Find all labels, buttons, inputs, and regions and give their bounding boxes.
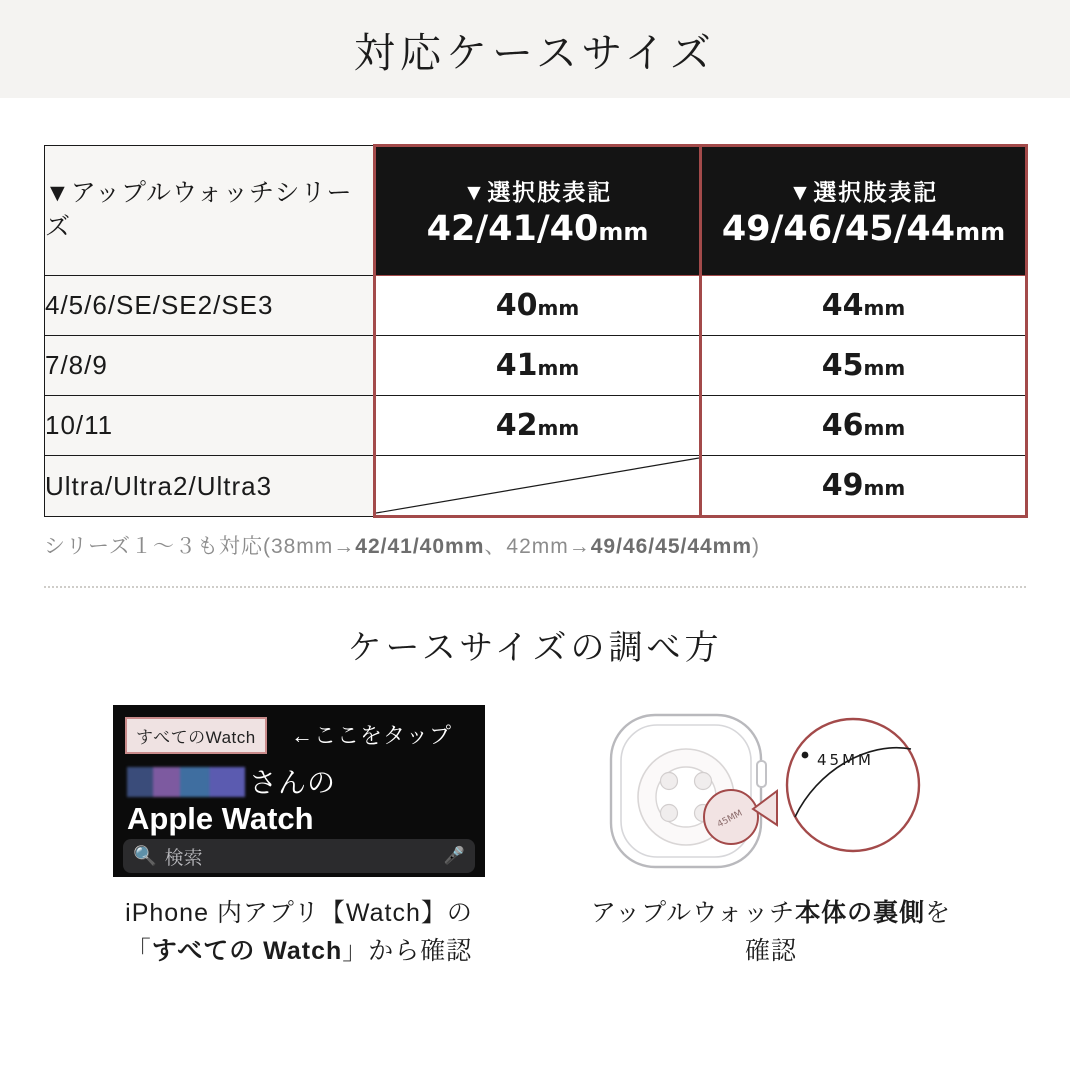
- watch-back-svg: [581, 705, 961, 877]
- redacted-name-block: [127, 767, 245, 797]
- table-note: [44, 530, 1026, 560]
- search-placeholder: 検索: [164, 847, 203, 869]
- triangle-marker-icon: ▼: [788, 178, 814, 205]
- engraving-label: 45MM: [715, 808, 745, 830]
- watch-back-illustration: [581, 705, 961, 877]
- value-cell-small: 40mm: [375, 276, 701, 336]
- option-header-small-text: 選択肢表記: [487, 178, 613, 205]
- search-icon: 🔍: [133, 846, 157, 867]
- note-suffix: ): [752, 535, 761, 558]
- callout-label: 45MM: [817, 751, 874, 769]
- page-header: [0, 0, 1070, 98]
- howto-right-column: [581, 705, 961, 970]
- iphone-watch-app-screenshot: [113, 705, 485, 877]
- all-watches-chip: すべてのWatch: [125, 717, 267, 754]
- page-title: 対応ケースサイズ: [354, 29, 716, 76]
- caption-line-2: 確認: [744, 936, 797, 965]
- value-cell-large: 45mm: [701, 336, 1027, 396]
- series-cell: 4/5/6/SE/SE2/SE3: [45, 276, 375, 336]
- caption-line-1: iPhone 内アプリ【Watch】の: [125, 899, 473, 927]
- series-cell: 10/11: [45, 396, 375, 456]
- note-bold-large: 49/46/45/44mm: [590, 535, 753, 558]
- series-cell: 7/8/9: [45, 336, 375, 396]
- howto-section: [0, 705, 1070, 970]
- section-divider: [44, 586, 1026, 588]
- caption-line-2: 「すべての Watch」から確認: [125, 936, 473, 965]
- option-header-large-text: 選択肢表記: [813, 178, 939, 205]
- value-cell-large: 46mm: [701, 396, 1027, 456]
- diagonal-strike-icon: [376, 456, 699, 515]
- tap-hint-label: ←ここをタップ: [291, 723, 453, 748]
- option-header-large-value: 49/46/45/44mm: [721, 208, 1006, 249]
- microphone-icon[interactable]: 🎤: [443, 846, 465, 865]
- option-header-small: [375, 146, 701, 276]
- case-size-table: [44, 144, 1028, 518]
- owner-name-suffix: さんの: [249, 767, 337, 798]
- series-column-header: [45, 146, 375, 276]
- table-row: [45, 276, 1027, 336]
- option-header-large: [701, 146, 1027, 276]
- value-cell-small-unavailable: [375, 456, 701, 517]
- value-cell-large: 44mm: [701, 276, 1027, 336]
- note-prefix: シリーズ１〜３も対応(38mm→: [44, 535, 356, 558]
- apple-watch-title: Apple Watch: [127, 801, 314, 836]
- value-cell-large: 49mm: [701, 456, 1027, 517]
- search-bar[interactable]: [123, 839, 475, 873]
- howto-left-column: [109, 705, 489, 970]
- triangle-marker-icon: ▼: [45, 178, 71, 207]
- series-cell: Ultra/Ultra2/Ultra3: [45, 456, 375, 517]
- option-header-large-label: [702, 174, 1025, 207]
- howto-left-caption: [125, 895, 473, 970]
- size-table-section: [0, 98, 1070, 560]
- arrow-left-icon: ←: [291, 723, 314, 748]
- note-bold-small: 42/41/40mm: [355, 535, 485, 558]
- table-row: [45, 336, 1027, 396]
- series-header-label: アップルウォッチシリーズ: [45, 178, 353, 241]
- caption-line-1: アップルウォッチ本体の裏側を: [590, 899, 952, 927]
- note-middle: 、42mm→: [484, 535, 591, 558]
- table-row: [45, 396, 1027, 456]
- howto-title: ケースサイズの調べ方: [347, 629, 723, 667]
- table-header-row: [45, 146, 1027, 276]
- option-header-small-label: [376, 174, 699, 207]
- howto-right-caption: [591, 895, 951, 970]
- table-row: [45, 456, 1027, 517]
- value-cell-small: 41mm: [375, 336, 701, 396]
- triangle-marker-icon: ▼: [462, 178, 488, 205]
- value-cell-small: 42mm: [375, 396, 701, 456]
- option-header-small-value: 42/41/40mm: [426, 208, 649, 249]
